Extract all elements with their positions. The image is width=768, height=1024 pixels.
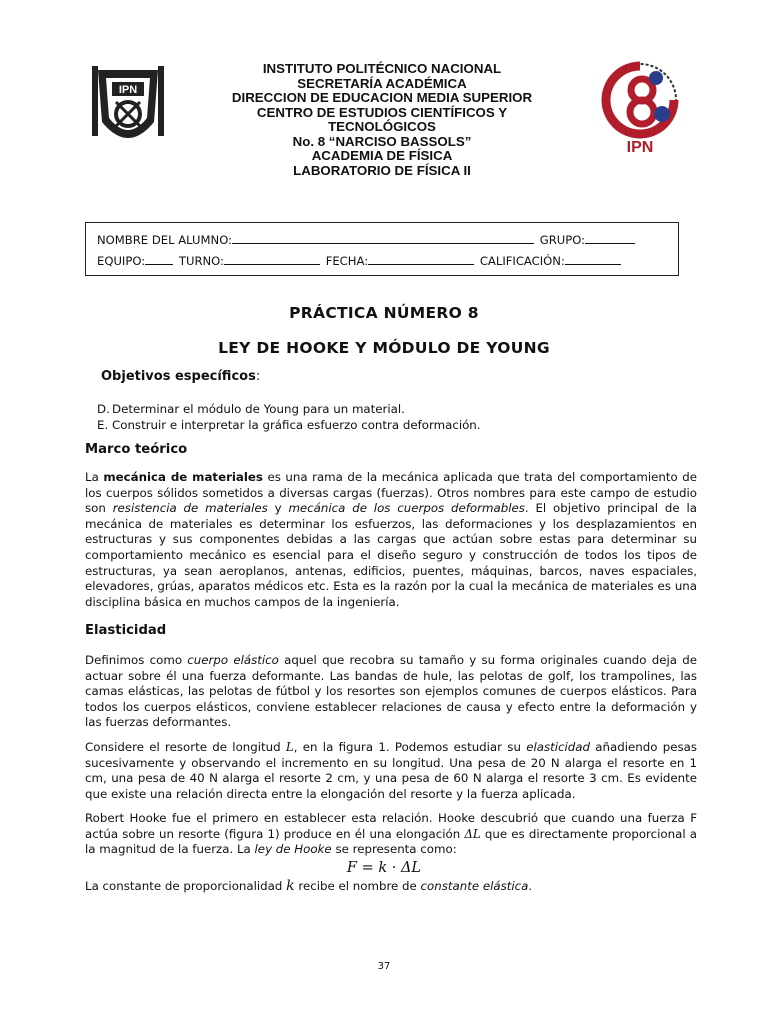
hooke-formula: F = k · ΔL (346, 860, 422, 876)
ipn-logo-left (92, 62, 164, 152)
list-item: D. Determinar el módulo de Young para un material. (97, 402, 405, 416)
nombre-field[interactable] (232, 232, 534, 244)
elasticidad-heading: Elasticidad (85, 623, 167, 638)
nombre-label: NOMBRE DEL ALUMNO: (97, 233, 233, 247)
fecha-field[interactable] (368, 253, 474, 265)
equipo-field[interactable] (145, 253, 173, 265)
practice-number: PRÁCTICA NÚMERO 8 (289, 304, 479, 322)
elasticidad-paragraph-1: Definimos como cuerpo elástico aquel que recobra su tamaño y su forma originales cuando deja de actuar sobre él una fuerza deformante. Las bandas de hule, las pelotas de golf, los trampolines, las camas elásticas, las pelotas de fútbol y los resortes son ejemplos comunes de cuerpos elásticos. Para todos los cuerpos elásticos, conviene establecer relaciones de causa y efecto entre la deformación y las fuerzas deformantes. (85, 653, 697, 730)
marco-paragraph: La mecánica de materiales es una rama de la mecánica aplicada que trata del comportamiento de los cuerpos sólidos sometidos a diversas cargas (fuerzas). Otros nombres para este campo de estudio son resistencia de materiales y mecánica de los cuerpos deformables. El objetivo principal de la mecánica de materiales es determinar los esfuerzos, las deformaciones y los desplazamientos en estructuras y sus componentes debidas a las cargas que actúan sobre estas para determinar su comportamiento mecánico es esencial para el diseño seguro y construcción de todos los tipos de estructuras, ya sean aeroplanos, antenas, edificios, puentes, máquinas, barcos, naves espaciales, elevadores, grúas, aparatos médicos etc. Esta es la razón por la cual la mecánica de materiales es una disciplina básica en muchos campos de la ingeniería. (85, 470, 697, 609)
header-line-6: No. 8 “NARCISO BASSOLS” (292, 133, 472, 149)
logo-left-text: IPN (118, 84, 138, 96)
grupo-label: GRUPO: (539, 233, 586, 247)
header-line-1: INSTITUTO POLITÉCNICO NACIONAL (262, 61, 502, 76)
elasticidad-paragraph-4: La constante de proporcionalidad k recibe el nombre de constante elástica. (85, 878, 533, 894)
objectives-heading-block (101, 369, 260, 384)
header-line-5: TECNOLÓGICOS (328, 119, 436, 134)
objectives-colon: : (255, 369, 261, 384)
fecha-label: FECHA: (325, 254, 369, 268)
student-info-box (85, 222, 679, 276)
turno-field[interactable] (224, 253, 320, 265)
header-line-8: LABORATORIO DE FÍSICA II (293, 162, 471, 178)
equipo-label: EQUIPO: (97, 254, 146, 268)
practice-title: LEY DE HOOKE Y MÓDULO DE YOUNG (218, 339, 550, 357)
calificacion-label: CALIFICACIÓN: (479, 254, 565, 268)
cecyt-logo-right (598, 58, 682, 156)
grupo-field[interactable] (585, 232, 635, 244)
header-line-4: CENTRO DE ESTUDIOS CIENTÍFICOS Y (256, 104, 508, 120)
header-line-7: ACADEMIA DE FÍSICA (311, 148, 453, 163)
elasticidad-paragraph-2: Considere el resorte de longitud L, en la figura 1. Podemos estudiar su elasticidad añadiendo pesas sucesivamente y observando el incremento en su longitud. Una pesa de 20 N alarga el resorte en 1 cm, una pesa de 40 N alarga el resorte 2 cm, y una pesa de 60 N alarga el resorte 3 cm. Es evidente que existe una relación directa entre la elongación del resorte y la fuerza aplicada. (85, 740, 697, 801)
elasticidad-paragraph-3: Robert Hooke fue el primero en establecer esta relación. Hooke descubrió que cuando una fuerza F actúa sobre un resorte (figura 1) produce en él una elongación ΔL que es directamente proporcional a la magnitud de la fuerza. La ley de Hooke se representa como: (85, 811, 697, 857)
logo-right-text: IPN (626, 139, 654, 156)
header-line-2: SECRETARÍA ACADÉMICA (297, 75, 467, 91)
marco-heading: Marco teórico (85, 442, 188, 457)
list-item: E. Construir e interpretar la gráfica esfuerzo contra deformación. (97, 418, 481, 432)
objectives-heading: Objetivos específicos (101, 369, 256, 384)
objectives-list (85, 401, 481, 433)
page-number: 37 (377, 961, 391, 972)
header-line-3: DIRECCION DE EDUCACION MEDIA SUPERIOR (231, 90, 533, 105)
calificacion-field[interactable] (565, 253, 621, 265)
institution-header (188, 62, 576, 178)
turno-label: TURNO: (178, 254, 224, 268)
